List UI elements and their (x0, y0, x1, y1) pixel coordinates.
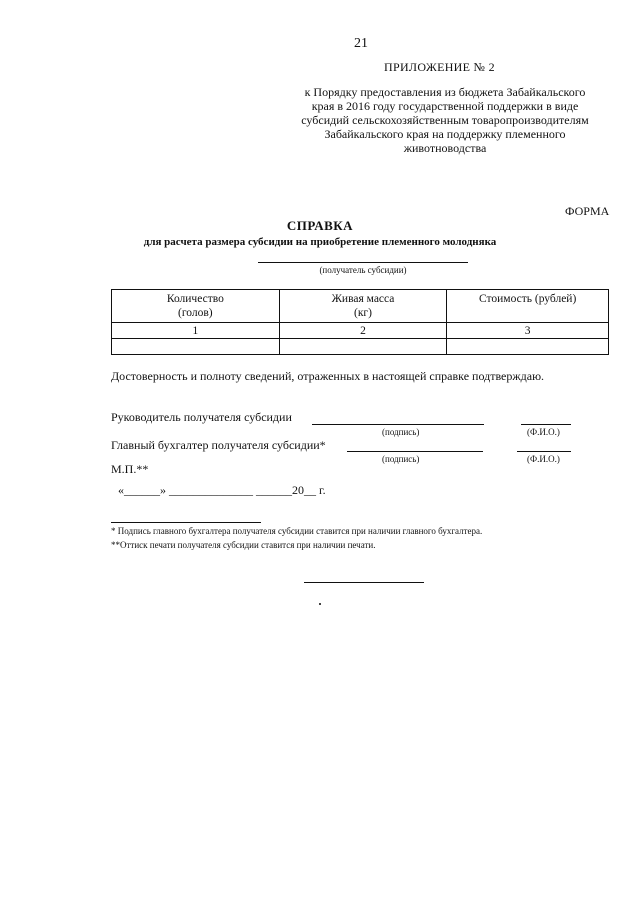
header-line: (кг) (354, 307, 372, 319)
footnote-stamp: **Оттиск печати получателя субсидии ставится при наличии печати. (111, 540, 376, 550)
table-header-quantity (112, 290, 280, 323)
confirmation-text: Достоверность и полноту сведений, отраженных в настоящей справке подтверждаю. (111, 369, 545, 383)
appendix-line: к Порядку предоставления из бюджета Забайкальского (304, 85, 586, 99)
accountant-signature-label: Главный бухгалтер получателя субсидии* (111, 438, 326, 452)
accountant-name-line[interactable] (517, 451, 571, 452)
appendix-line: животноводства (403, 141, 487, 155)
document-title: СПРАВКА (286, 218, 354, 233)
accountant-name-caption: (Ф.И.О.) (527, 454, 560, 464)
appendix-line: края в 2016 году государственной поддержки в виде (311, 99, 579, 113)
accountant-signature-caption: (подпись) (382, 454, 420, 464)
recipient-input-line[interactable] (258, 262, 468, 263)
header-line: Количество (166, 293, 224, 305)
date-field[interactable]: «______» ______________ ______20__ г. (118, 483, 326, 497)
header-line: Живая масса (331, 293, 395, 305)
table-cell[interactable] (112, 339, 280, 355)
stamp-label: М.П.** (111, 462, 149, 476)
table-cell[interactable] (279, 339, 447, 355)
table-header-row (112, 290, 609, 323)
end-divider (304, 582, 424, 583)
page-number: 21 (354, 36, 368, 51)
accountant-signature-line[interactable] (347, 451, 483, 452)
footnote-accountant: * Подпись главного бухгалтера получателя субсидии ставится при наличии главного бухгалтера. (111, 526, 483, 536)
appendix-line: субсидий сельскохозяйственным товаропроизводителям (301, 113, 589, 127)
appendix-line: Забайкальского края на поддержку племенного (324, 127, 566, 141)
column-number: 2 (279, 323, 447, 339)
head-signature-label: Руководитель получателя субсидии (111, 410, 292, 424)
scan-dot (319, 603, 321, 605)
head-name-line[interactable] (521, 424, 571, 425)
subsidy-table (111, 289, 609, 355)
footnote-separator (111, 522, 261, 523)
head-signature-line[interactable] (312, 424, 484, 425)
table-header-cost (447, 290, 609, 323)
recipient-caption: (получатель субсидии) (319, 265, 407, 275)
column-number: 1 (112, 323, 280, 339)
appendix-description (270, 85, 620, 155)
header-line: (голов) (178, 307, 213, 319)
document-subtitle: для расчета размера субсидии на приобретение племенного молодняка (143, 236, 497, 248)
table-row (112, 339, 609, 355)
table-number-row (112, 323, 609, 339)
table-header-weight (279, 290, 447, 323)
head-name-caption: (Ф.И.О.) (527, 427, 560, 437)
table-cell[interactable] (447, 339, 609, 355)
column-number: 3 (447, 323, 609, 339)
head-signature-caption: (подпись) (382, 427, 420, 437)
appendix-title: ПРИЛОЖЕНИЕ № 2 (384, 60, 495, 74)
header-line: Стоимость (рублей) (479, 293, 577, 305)
form-label: ФОРМА (565, 204, 610, 218)
